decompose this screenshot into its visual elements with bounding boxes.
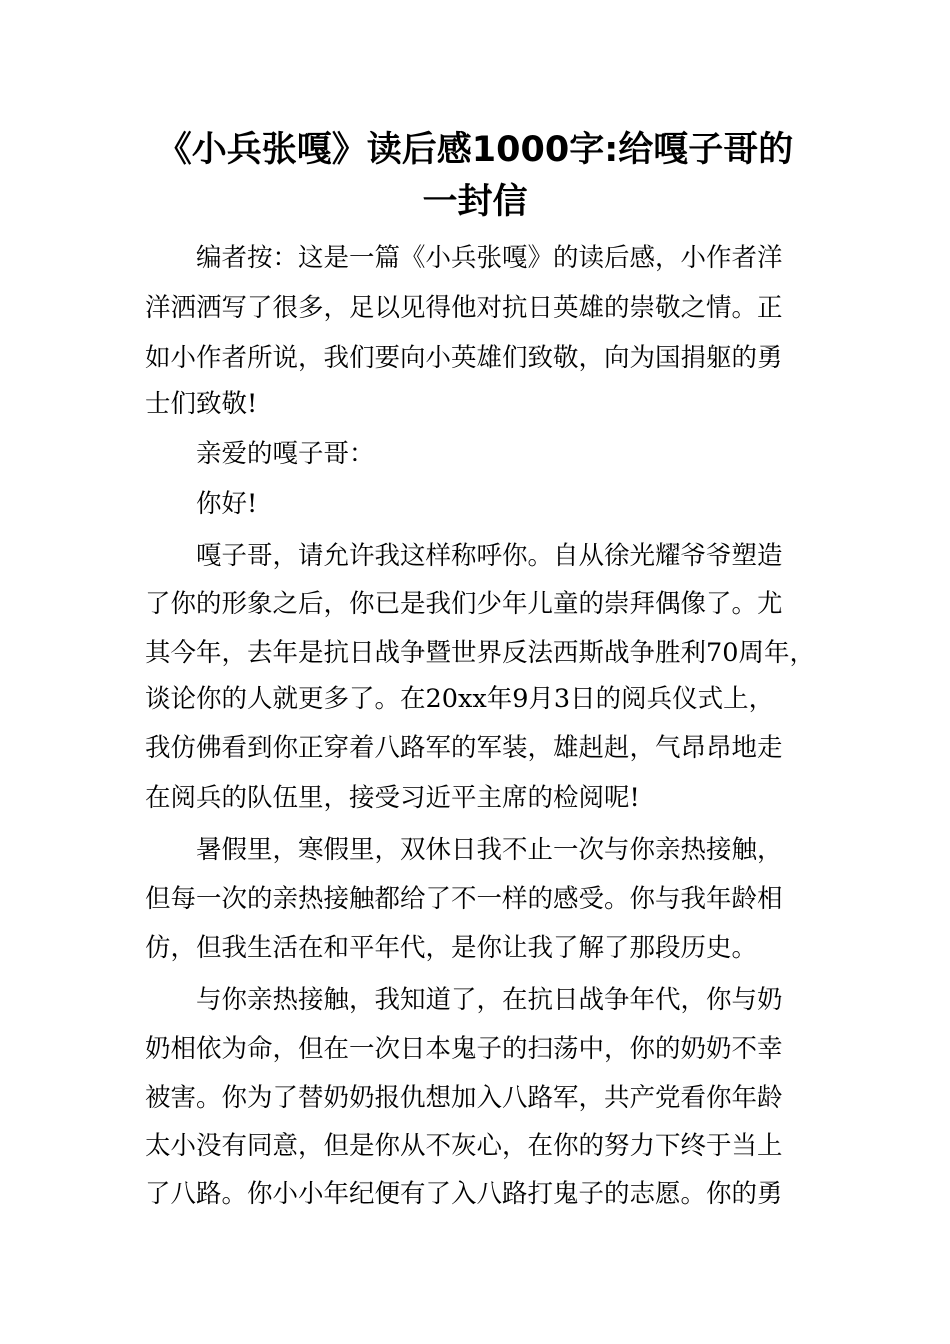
- text-line: 洋洒洒写了很多，足以见得他对抗日英雄的崇敬之情。正: [145, 293, 783, 323]
- text-line: 亲爱的嘎子哥：: [145, 439, 375, 469]
- text-line: 被害。你为了替奶奶报仇想加入八路军，共产党看你年龄: [145, 1083, 783, 1113]
- text-line: 我仿佛看到你正穿着八路军的军装，雄赳赳，气昂昂地走: [145, 733, 783, 763]
- text-line: 在阅兵的队伍里，接受习近平主席的检阅呢!: [145, 783, 640, 813]
- text-line: 谈论你的人就更多了。在20xx年9月3日的阅兵仪式上，: [145, 684, 775, 714]
- text-line: 你好!: [145, 489, 258, 519]
- text-line: 暑假里，寒假里，双休日我不止一次与你亲热接触，: [145, 835, 783, 865]
- text-line: 如小作者所说，我们要向小英雄们致敬，向为国捐躯的勇: [145, 343, 783, 373]
- text-line: 但每一次的亲热接触都给了不一样的感受。你与我年龄相: [145, 884, 783, 914]
- document-title-line-2: 一封信: [422, 182, 528, 222]
- text-line: 士们致敬!: [145, 389, 258, 419]
- text-line: 与你亲热接触，我知道了，在抗日战争年代，你与奶: [145, 985, 783, 1015]
- text-line: 奶相依为命，但在一次日本鬼子的扫荡中，你的奶奶不幸: [145, 1034, 783, 1064]
- text-line: 了你的形象之后，你已是我们少年儿童的崇拜偶像了。尤: [145, 589, 783, 619]
- text-line: 编者按：这是一篇《小兵张嘎》的读后感，小作者洋: [145, 243, 783, 273]
- text-line: 太小没有同意，但是你从不灰心，在你的努力下终于当上: [145, 1131, 783, 1161]
- text-line: 嘎子哥，请允许我这样称呼你。自从徐光耀爷爷塑造: [145, 541, 783, 571]
- text-line: 其今年，去年是抗日战争暨世界反法西斯战争胜利70周年，: [145, 638, 815, 668]
- text-line: 了八路。你小小年纪便有了入八路打鬼子的志愿。你的勇: [145, 1179, 783, 1209]
- document-title-line-1: 《小兵张嘎》读后感1000字:给嘎子哥的: [156, 130, 794, 170]
- text-line: 仿，但我生活在和平年代，是你让我了解了那段历史。: [145, 933, 758, 963]
